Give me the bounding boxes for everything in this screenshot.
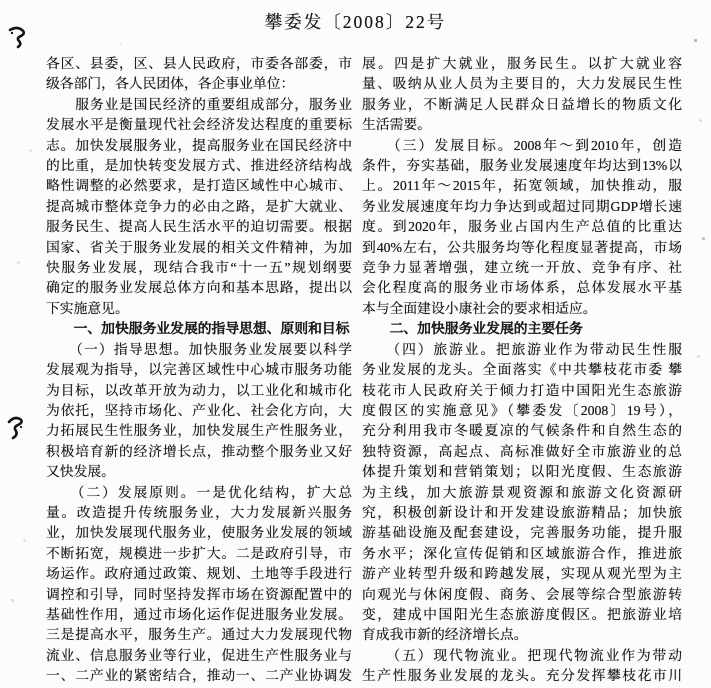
text-line: 不断拓宽，规模进一步扩大。二是政府引导，市 — [46, 545, 352, 561]
text-line: 为主线，加大旅游景观资源和旅游文化资源研 — [362, 484, 682, 500]
text-line: 枝花市人民政府关于倾力打造中国阳光生态旅游 — [362, 382, 682, 398]
ink-smudge-icon — [7, 26, 29, 50]
text-line: 略性调整的必然要求，是打造区域性中心城市、 — [46, 178, 352, 194]
text-line: 量。改造提升传统服务业，大力发展新兴服务 — [46, 504, 352, 520]
text-line: 服务业是国民经济的重要组成部分，服务业 — [46, 96, 352, 112]
text-line: 条件，夯实基础，服务业发展速度年均达到13%以 — [362, 158, 682, 174]
text-line: 本与全面建设小康社会的要求相适应。 — [362, 300, 597, 316]
text-line: 生活需要。 — [362, 117, 431, 133]
document-number: 攀委发〔2008〕22号 — [264, 12, 447, 32]
text-line: 务业发展的龙头。全面落实《中共攀枝花市委 攀 — [362, 362, 682, 378]
text-line: 度假区的实施意见》（攀委发〔2008〕19号）， — [362, 402, 682, 418]
text-line: 变，建成中国阳光生态旅游度假区。把旅游业培 — [362, 606, 682, 622]
text-line: 展。四是扩大就业，服务民生。以扩大就业容 — [362, 56, 682, 71]
text-line: 业，加快发展现代服务业，使服务业发展的领域 — [46, 525, 352, 541]
text-line: 发展水平是衡量现代社会经济发达程度的重要标 — [46, 117, 352, 133]
text-line: 的比重，是加快转变发展方式、推进经济结构战 — [46, 158, 352, 174]
text-line: 场运作。政府通过政策、规划、土地等手段进行 — [46, 566, 352, 582]
text-line: 流业、信息服务业等行业，促进生产性服务业与 — [46, 647, 352, 663]
text-line: 究，积极创新设计和开发建设旅游精品；加快旅 — [362, 504, 682, 520]
text-line: 发展观为指导，以完善区域性中心城市服务功能 — [46, 362, 352, 378]
text-line: 竞争力显著增强，建立统一开放、竞争有序、社 — [362, 260, 682, 276]
text-line: 向观光与休闲度假、商务、会展等综合型旅游转 — [362, 586, 682, 602]
text-line: 游基础设施及配套建设，完善服务功能，提升服 — [362, 525, 682, 541]
text-line: 务水平；深化宣传促销和区域旅游合作，推进旅 — [362, 545, 682, 561]
document-right-column — [362, 54, 682, 687]
text-line: 力拓展民生性服务业，加快发展生产性服务业， — [46, 423, 352, 439]
text-line: 生产性服务业发展的龙头。充分发挥攀枝花市川 — [362, 668, 682, 684]
text-line: （一）指导思想。加快服务业发展要以科学 — [46, 341, 352, 357]
text-line: 下实施意见。 — [46, 300, 129, 316]
text-line: 基础性作用，通过市场化运作促进服务业发展。 — [46, 606, 352, 622]
text-line: 级各部门，各人民团体，各企事业单位： — [46, 76, 295, 92]
text-line: 三是提高水平，服务生产。通过大力发展现代物 — [46, 627, 352, 643]
scan-speckles — [0, 0, 1, 1]
text-line: 调控和引导，同时坚持发挥市场在资源配置中的 — [46, 586, 352, 602]
text-line: 又快发展。 — [46, 464, 115, 480]
text-line: 游产业转型升级和跨越发展，实现从观光型为主 — [362, 566, 682, 582]
document-left-column — [46, 54, 352, 687]
text-line: 量、吸纳从业人员为主要目的，大力发展民生性 — [362, 76, 682, 92]
text-line: 提高城市整体竞争力的必由之路，是扩大就业、 — [46, 198, 352, 214]
text-line: 国家、省关于服务业发展的相关文件精神，为加 — [46, 239, 352, 255]
text-line: 充分利用我市冬暖夏凉的气候条件和自然生态的 — [362, 423, 682, 439]
section-heading: 一、加快服务业发展的指导思想、原则和目标 — [46, 321, 350, 337]
text-line: 为目标，以改革开放为动力，以工业化和城市化 — [46, 382, 352, 398]
text-line: 到40%左右，公共服务均等化程度显著提高，市场 — [362, 239, 682, 255]
text-line: 育成我市新的经济增长点。 — [362, 627, 528, 643]
text-line: 志。加快发展服务业，提高服务业在国民经济中 — [46, 137, 352, 153]
text-line: 积极培育新的经济增长点，推动整个服务业又好 — [46, 443, 352, 459]
text-line: （三）发展目标。2008年～到2010年，创造 — [362, 137, 682, 153]
text-line: 快服务业发展，现结合我市“十一五”规划纲要 — [46, 260, 352, 276]
text-line: 独特资源，高起点、高标准做好全市旅游业的总 — [362, 443, 682, 459]
text-line: 服务民生、提高人民生活水平的迫切需要。根据 — [46, 219, 352, 235]
text-line: （二）发展原则。一是优化结构，扩大总 — [46, 484, 352, 500]
text-line: （五）现代物流业。把现代物流业作为带动 — [362, 647, 682, 663]
text-line: 一、二产业的紧密结合，推动一、二产业协调发 — [46, 668, 352, 684]
text-line: 确定的服务业发展总体方向和基本思路，提出以 — [46, 280, 352, 296]
section-heading: 二、加快服务业发展的主要任务 — [362, 321, 583, 337]
text-line: 会化程度高的服务业市场体系，总体发展水平基 — [362, 280, 682, 296]
text-line: 为依托，坚持市场化、产业化、社会化方向，大 — [46, 402, 352, 418]
text-line: 务业发展速度年均力争达到或超过同期GDP增长速 — [362, 198, 682, 214]
ink-smudge-icon — [5, 414, 27, 440]
text-line: 上。2011年～2015年，拓宽领域，加快推动，服 — [362, 178, 682, 194]
text-line: 度。到2020年，服务业占国内生产总值的比重达 — [362, 219, 682, 235]
text-line: 体提升策划和营销策划；以阳光度假、生态旅游 — [362, 464, 682, 480]
text-line: 各区、县委，区、县人民政府，市委各部委，市 — [46, 56, 352, 71]
text-line: （四）旅游业。把旅游业作为带动民生性服 — [362, 341, 682, 357]
text-line: 服务业，不断满足人民群众日益增长的物质文化 — [362, 96, 682, 112]
